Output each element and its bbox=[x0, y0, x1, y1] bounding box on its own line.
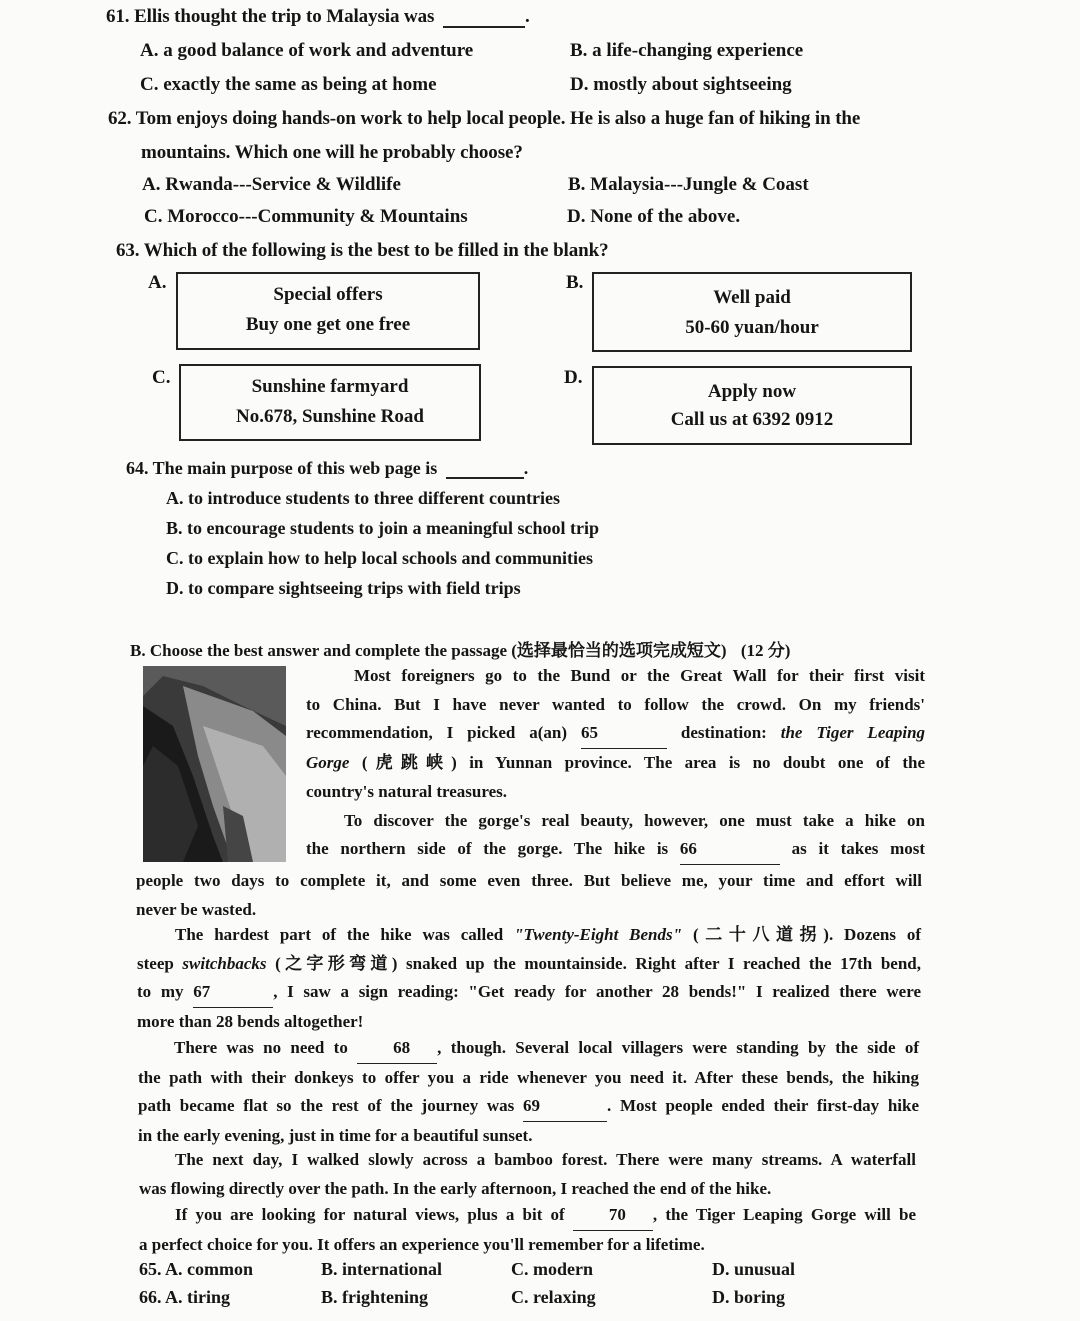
q61-option-d: D. mostly about sightseeing bbox=[570, 74, 792, 95]
q66-option-a: 66. A. tiring bbox=[139, 1287, 231, 1307]
blank-70: 70 bbox=[573, 1201, 653, 1231]
q66-option-b: B. frightening bbox=[321, 1287, 429, 1307]
q63-letter-a: A. bbox=[148, 272, 167, 293]
q65-option-a: 65. A. common bbox=[139, 1259, 253, 1279]
mountain-image-icon bbox=[143, 666, 286, 862]
q63-letter-c: C. bbox=[152, 367, 171, 388]
passage-block-1 bbox=[306, 662, 925, 865]
box-title: Special offers bbox=[273, 284, 383, 305]
question-64-stem: 64. The main purpose of this web page is . bbox=[126, 458, 529, 478]
question-62-line1: 62. Tom enjoys doing hands-on work to help local people. He is also a huge fan of hiking in the bbox=[108, 108, 861, 129]
passage-line: to China. But I have never wanted to follow the crowd. On my friends' bbox=[306, 694, 925, 714]
q66-option-c: C. relaxing bbox=[511, 1287, 596, 1307]
question-63-stem: 63. Which of the following is the best to be filled in the blank? bbox=[116, 240, 609, 261]
section-b-heading: B. Choose the best answer and complete the passage (选择最恰当的选项完成短文) (12 分) bbox=[130, 641, 791, 660]
q62-option-b: B. Malaysia---Jungle & Coast bbox=[568, 174, 809, 195]
q61-option-a: A. a good balance of work and adventure bbox=[140, 40, 474, 61]
q64-option-c: C. to explain how to help local schools and communities bbox=[166, 548, 594, 568]
q64-option-a: A. to introduce students to three different countries bbox=[166, 488, 560, 508]
passage-line: Gorge (虎跳峡) in Yunnan province. The area is no doubt one of the bbox=[306, 753, 925, 773]
passage-line: to my 67 , I saw a sign reading: "Get ready for another 28 bends!" I realized there were bbox=[137, 978, 921, 1008]
passage-line: To discover the gorge's real beauty, however, one must take a hike on bbox=[344, 810, 925, 830]
passage-block-3 bbox=[137, 921, 921, 1037]
box-subtitle: 50-60 yuan/hour bbox=[685, 317, 819, 338]
box-title: Sunshine farmyard bbox=[251, 376, 409, 397]
q63-letter-d: D. bbox=[564, 367, 583, 388]
q65-option-b: B. international bbox=[321, 1259, 443, 1279]
q61-option-c: C. exactly the same as being at home bbox=[140, 74, 437, 95]
q61-option-b: B. a life-changing experience bbox=[570, 40, 804, 61]
q63-option-box-b bbox=[592, 272, 912, 352]
passage-line: country's natural treasures. bbox=[306, 781, 508, 801]
q66-option-d: D. boring bbox=[712, 1287, 786, 1307]
box-title: Well paid bbox=[713, 287, 791, 308]
passage-line: recommendation, I picked a(an) 65 destination: the Tiger Leaping bbox=[306, 719, 925, 749]
answer-blank bbox=[446, 459, 524, 479]
box-title: Apply now bbox=[707, 381, 797, 402]
passage-block-2 bbox=[136, 867, 922, 924]
passage-line: in the early evening, just in time for a beautiful sunset. bbox=[138, 1126, 533, 1146]
q63-option-box-d bbox=[592, 366, 912, 445]
box-subtitle: No.678, Sunshine Road bbox=[236, 406, 424, 427]
passage-block-6 bbox=[139, 1201, 916, 1259]
question-62-line2: mountains. Which one will he probably choose? bbox=[141, 142, 523, 163]
q63-letter-b: B. bbox=[566, 272, 584, 293]
blank-69: 69 bbox=[523, 1092, 607, 1122]
q65-option-d: D. unusual bbox=[712, 1259, 796, 1279]
q62-option-a: A. Rwanda---Service & Wildlife bbox=[142, 174, 401, 195]
gorge-photo bbox=[143, 666, 286, 862]
q65-option-c: C. modern bbox=[511, 1259, 593, 1279]
q63-option-box-a bbox=[176, 272, 480, 350]
passage-line: never be wasted. bbox=[136, 899, 257, 919]
passage-line: people two days to complete it, and some even three. But believe me, your time and effort will bbox=[136, 871, 922, 890]
q62-option-c: C. Morocco---Community & Mountains bbox=[144, 206, 468, 227]
blank-66: 66 bbox=[680, 835, 780, 865]
answer-blank bbox=[443, 7, 525, 28]
q62-option-d: D. None of the above. bbox=[567, 206, 741, 227]
blank-65: 65 bbox=[581, 719, 667, 749]
passage-line: If you are looking for natural views, plus a bit of 70 , the Tiger Leaping Gorge will be bbox=[139, 1201, 916, 1231]
blank-67: 67 bbox=[193, 978, 273, 1008]
blank-68: 68 bbox=[357, 1034, 437, 1064]
passage-line: Most foreigners go to the Bund or the Great Wall for their first visit bbox=[354, 666, 925, 685]
passage-line: a perfect choice for you. It offers an experience you'll remember for a lifetime. bbox=[139, 1234, 705, 1254]
passage-line: was flowing directly over the path. In the early afternoon, I reached the end of the hike. bbox=[139, 1178, 772, 1198]
passage-line: the path with their donkeys to offer you a ride whenever you need it. After these bends, the hiking bbox=[138, 1067, 919, 1087]
box-subtitle: Call us at 6392 0912 bbox=[670, 409, 834, 430]
q64-option-b: B. to encourage students to join a meaningful school trip bbox=[166, 518, 600, 538]
q63-option-box-c bbox=[179, 364, 481, 441]
passage-line: the northern side of the gorge. The hike is 66 as it takes most bbox=[306, 835, 925, 865]
passage-line: path became flat so the rest of the journey was 69 . Most people ended their first-day hike bbox=[138, 1092, 919, 1122]
passage-line: There was no need to 68 , though. Several local villagers were standing by the side of bbox=[138, 1034, 919, 1064]
passage-block-4 bbox=[138, 1034, 919, 1151]
passage-block-5 bbox=[139, 1146, 916, 1203]
passage-line: more than 28 bends altogether! bbox=[137, 1012, 364, 1032]
box-subtitle: Buy one get one free bbox=[245, 314, 411, 335]
passage-line: The hardest part of the hike was called "Twenty-Eight Bends" (二十八道拐). Dozens of bbox=[175, 925, 922, 944]
passage-line: The next day, I walked slowly across a bamboo forest. There were many streams. A waterfall bbox=[175, 1150, 916, 1169]
passage-line: steep switchbacks (之字形弯道) snaked up the mountainside. Right after I reached the 17th bend, bbox=[137, 953, 922, 973]
question-61-stem: 61. Ellis thought the trip to Malaysia was . bbox=[106, 6, 530, 27]
q64-option-d: D. to compare sightseeing trips with field trips bbox=[166, 578, 521, 598]
